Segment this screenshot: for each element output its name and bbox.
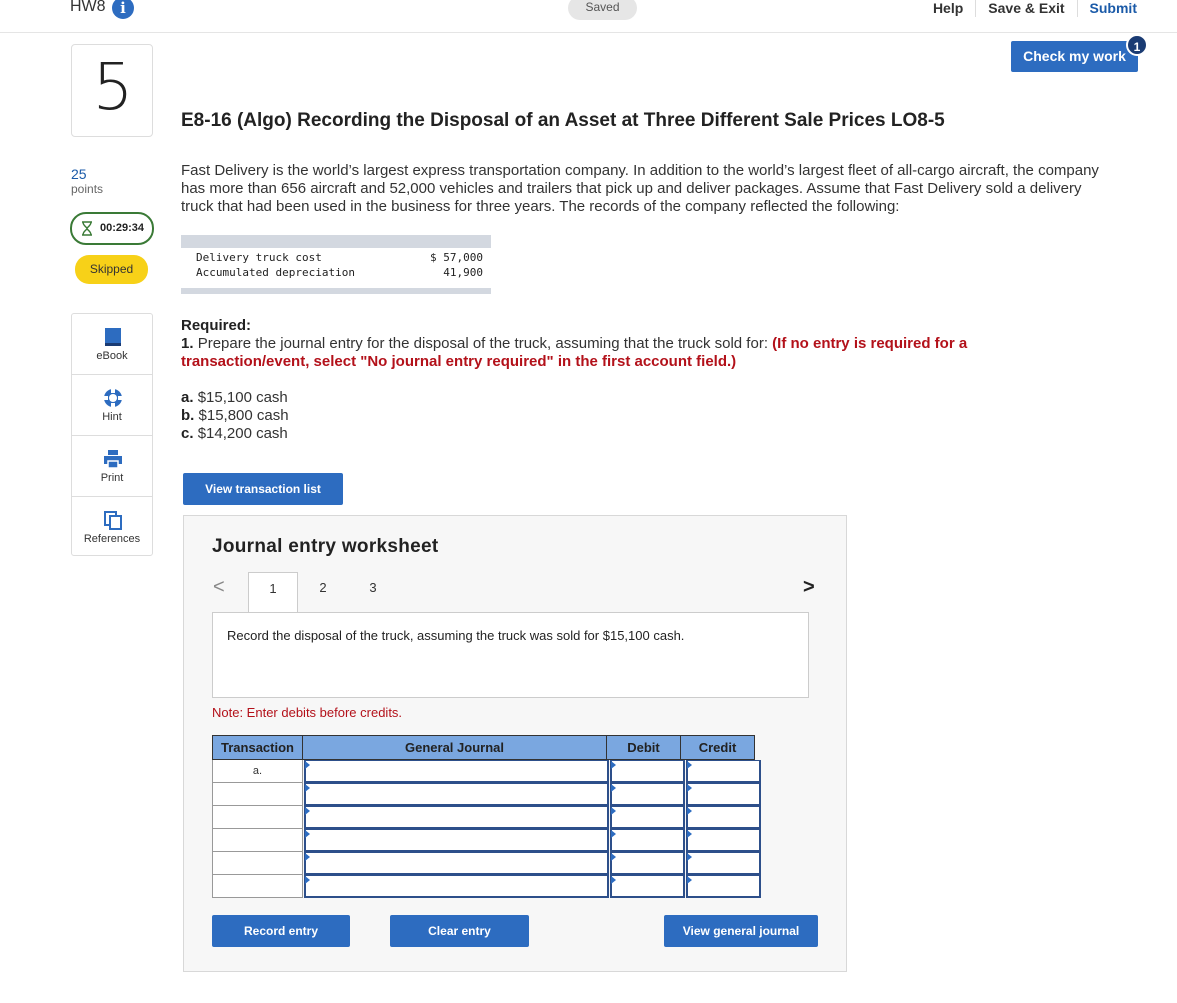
debit-input[interactable]: [610, 760, 685, 783]
table-row: [212, 783, 761, 806]
option-item: c. $14,200 cash: [181, 425, 288, 442]
worksheet-title: Journal entry worksheet: [212, 536, 439, 557]
table-row: [212, 852, 761, 875]
account-input[interactable]: [304, 760, 609, 783]
save-exit-link[interactable]: Save & Exit: [975, 0, 1076, 17]
credit-input[interactable]: [686, 760, 761, 783]
help-link[interactable]: Help: [932, 0, 964, 16]
debit-input[interactable]: [610, 806, 685, 829]
top-links: [921, 0, 1137, 17]
account-input[interactable]: [304, 875, 609, 898]
record-value: 41,900: [443, 266, 483, 279]
column-credit: Credit: [680, 735, 755, 760]
hourglass-icon: [81, 221, 93, 236]
tab-2[interactable]: 2: [319, 580, 327, 595]
view-general-journal-button[interactable]: View general journal: [664, 915, 818, 947]
journal-worksheet: [183, 515, 847, 972]
worksheet-note: Note: Enter debits before credits.: [212, 705, 403, 720]
references-tool[interactable]: [72, 497, 152, 558]
tools-panel: [71, 313, 153, 556]
check-my-work-button[interactable]: Check my work: [1011, 41, 1138, 72]
book-icon: [102, 326, 124, 348]
transaction-cell: [212, 783, 303, 806]
timer-value: 00:29:34: [100, 222, 145, 234]
journal-table: [212, 735, 761, 898]
check-count-badge: 1: [1126, 34, 1148, 56]
tab-3[interactable]: 3: [369, 580, 377, 595]
question-number-box: [71, 44, 153, 137]
required-number: 1.: [181, 335, 194, 352]
required-text: [181, 335, 1021, 371]
transaction-cell: a.: [212, 760, 303, 783]
record-value: $ 57,000: [430, 251, 483, 264]
view-transaction-list-button[interactable]: View transaction list: [183, 473, 343, 505]
question-number: 5: [92, 51, 134, 125]
required-instruction: Prepare the journal entry for the disposal of the truck, assuming that the truck sold for:: [197, 335, 768, 352]
records-row: [196, 251, 483, 266]
printer-icon: [102, 448, 124, 470]
debit-input[interactable]: [610, 852, 685, 875]
account-input[interactable]: [304, 829, 609, 852]
ebook-tool[interactable]: [72, 314, 152, 375]
saved-status: Saved: [568, 0, 637, 20]
account-input[interactable]: [304, 852, 609, 875]
worksheet-tabs: [248, 572, 398, 612]
column-general-journal: General Journal: [302, 735, 607, 760]
tab-1[interactable]: 1: [248, 572, 298, 613]
records-row: [196, 266, 483, 281]
chevron-right-icon[interactable]: >: [803, 576, 815, 598]
record-entry-button[interactable]: Record entry: [212, 915, 350, 947]
print-label: Print: [100, 472, 124, 484]
record-label: Delivery truck cost: [196, 251, 322, 264]
lifebuoy-icon: [102, 387, 124, 409]
account-input[interactable]: [304, 806, 609, 829]
print-tool[interactable]: [72, 436, 152, 497]
account-input[interactable]: [304, 783, 609, 806]
journal-table-header: [212, 735, 761, 760]
column-debit: Debit: [606, 735, 681, 760]
chevron-left-icon[interactable]: <: [213, 576, 225, 598]
copy-icon: [102, 509, 124, 531]
table-row: [212, 875, 761, 898]
required-note: (If no entry is required for a transaction/event, select "No journal entry required" in the first account field.): [181, 335, 968, 370]
hint-tool[interactable]: [72, 375, 152, 436]
debit-input[interactable]: [610, 783, 685, 806]
column-transaction: Transaction: [212, 735, 303, 760]
submit-link[interactable]: Submit: [1077, 0, 1137, 17]
table-row: [212, 806, 761, 829]
sale-options: [181, 389, 289, 443]
credit-input[interactable]: [686, 875, 761, 898]
credit-input[interactable]: [686, 806, 761, 829]
points-label: points: [71, 182, 104, 196]
required-heading: Required:: [181, 317, 252, 334]
option-item: a. $15,100 cash: [181, 389, 288, 406]
transaction-cell: [212, 875, 303, 898]
option-item: b. $15,800 cash: [181, 407, 289, 424]
journal-table-body: [212, 760, 761, 898]
assignment-title: HW8: [70, 0, 106, 15]
question-title: E8-16 (Algo) Recording the Disposal of an Asset at Three Different Sale Prices LO8-5: [181, 110, 945, 131]
table-row: [212, 829, 761, 852]
table-row: [212, 760, 761, 783]
skipped-badge[interactable]: Skipped: [75, 255, 148, 284]
debit-input[interactable]: [610, 875, 685, 898]
credit-input[interactable]: [686, 829, 761, 852]
ebook-label: eBook: [96, 350, 128, 362]
question-body: Fast Delivery is the world’s largest express transportation company. In addition to the world’s largest fleet of all-cargo aircraft, the company has more than 656 aircraft and 52,000 vehicles and trailers that pick up and deliver packages. Assume that Fast Delivery sold a delivery truck that had been used in the business for three years. The records of the company reflected the following:: [181, 162, 1099, 215]
credit-input[interactable]: [686, 783, 761, 806]
clear-entry-button[interactable]: Clear entry: [390, 915, 529, 947]
credit-input[interactable]: [686, 852, 761, 875]
info-icon[interactable]: i: [112, 0, 134, 19]
transaction-cell: [212, 829, 303, 852]
worksheet-description: Record the disposal of the truck, assuming the truck was sold for $15,100 cash.: [212, 612, 809, 698]
timer: [70, 212, 154, 245]
top-bar: [0, 0, 1177, 33]
record-label: Accumulated depreciation: [196, 266, 355, 279]
transaction-cell: [212, 852, 303, 875]
references-label: References: [83, 533, 141, 545]
debit-input[interactable]: [610, 829, 685, 852]
hint-label: Hint: [102, 411, 122, 423]
points-value: 25: [71, 166, 87, 182]
records-table: [181, 235, 491, 294]
transaction-cell: [212, 806, 303, 829]
